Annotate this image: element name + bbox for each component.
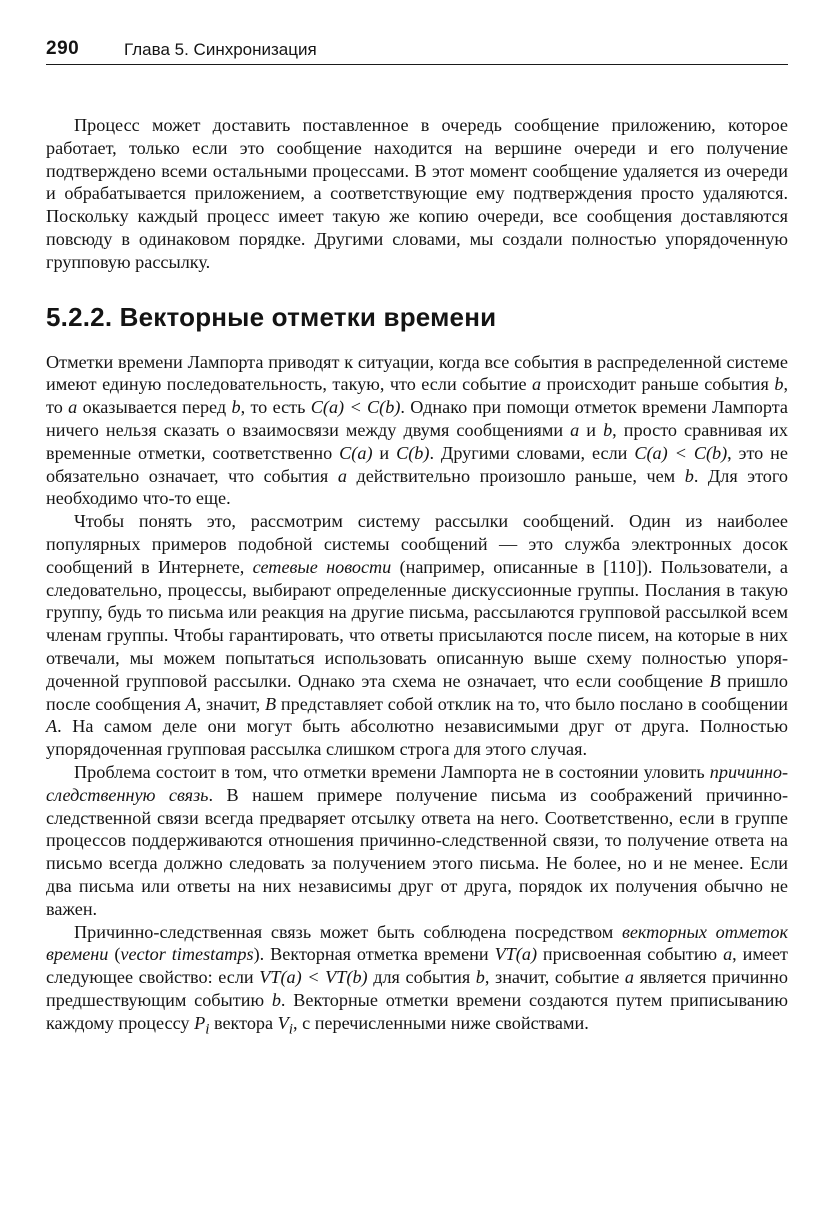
text-run: . Другими словами, если [429, 442, 635, 463]
italic-term: причинно-следственную связь [46, 761, 788, 805]
text-run: представляет собой отклик на то, что было послано в сообщении [276, 693, 788, 714]
page-number: 290 [46, 38, 80, 59]
text-run: является причинно предшествующим событию [46, 967, 788, 1010]
math-var: B [709, 670, 721, 691]
italic-term: vector timestamps [120, 944, 254, 965]
intro-paragraph: Процесс может доставить поставленное в очередь сообщение приложению, которое работает, только если это сообщение находится на вершине очереди и его получение подтверждено всеми остальными процессами. В этот момент сообщение удаляется из очереди и обрабатывается приложением, а соответствующие ему подтверждения просто удаляются. Поскольку каждый процесс имеет такую же копию очереди, все сообщения доставляются повсюду в одинаковом порядке. Другими словами, мы создали полностью упорядоченную групповую рассылку. [46, 115, 788, 272]
text-run: . В нашем примере получение письма из соображений причинно-следственной связи всегда предваряет отсылку ответа на него. Соответственно, если в группе процессов поддерживаются отношения причинно-следственной связи, то получение ответа на письмо всегда должно следовать за получением этого письма. Не более, но и не менее. Если два письма или ответы на них независимы друг от друга, порядок их получения обычно не важен. [46, 784, 789, 919]
math-expr: C(a) < C(b) [634, 442, 728, 463]
math-var: A [185, 693, 197, 714]
text-run: пришло после сообщения [46, 670, 788, 714]
italic-term: сетевые новости [252, 556, 392, 577]
paragraph-vector-timestamps [46, 921, 788, 1042]
math-var: a [337, 465, 347, 486]
text-run: . Векторные отметки времени создаются путем приписыванию каждому процессу [46, 989, 788, 1033]
math-var: b [271, 989, 281, 1010]
text-run: вектора [209, 1012, 278, 1033]
math-var: a [68, 397, 78, 418]
text-run: , то [46, 374, 788, 418]
text-run: происходит раньше события [541, 374, 775, 395]
text-run: ). Векторная отметка времени [253, 944, 495, 965]
math-expr: C(a) [339, 442, 373, 463]
math-var: P [194, 1012, 206, 1033]
paragraph-message-system [46, 510, 788, 761]
math-var: B [265, 693, 277, 714]
math-var: b [231, 397, 241, 418]
text-run: ( [108, 944, 121, 965]
math-expr: C(a) < C(b) [310, 397, 401, 418]
math-var: b [774, 374, 784, 395]
math-expr: C(b) [396, 442, 430, 463]
math-var: b [603, 419, 613, 440]
text-run: и [579, 419, 604, 440]
text-run: , то есть [240, 397, 311, 418]
math-expr: VT(a) < VT(b) [259, 967, 368, 988]
text-run: . На самом деле они могут быть абсолютно независимыми друг от друга. Полностью упорядоченная групповая рассылка слишком строга для этого случая. [46, 716, 788, 760]
italic-term: векторных отметок времени [46, 921, 789, 965]
text-run: Отметки времени Лампорта приводят к ситуации, когда все события в распределенной системе имеют единую последовательность, такую, что если событие [46, 351, 788, 395]
body-text [46, 114, 788, 1041]
math-var: a [570, 419, 580, 440]
text-run: Причинно-следственная связь может быть соблюдена посредством [74, 921, 622, 942]
text-run: , просто сравнивая их временные отметки, соответственно [46, 419, 789, 463]
math-var: V [277, 1012, 289, 1033]
section-heading: 5.2.2. Векторные отметки времени [46, 301, 497, 332]
math-var: b [684, 465, 694, 486]
text-run: (например, описанные в [110]). Пользователи, а следовательно, процессы, выбирают определенные дискуссионные группы. Послания в такую группу, будь то письма или реакция на другие письма, рассылаются групповой рассылкой всем членам группы. Чтобы гарантировать, что ответы присылаются после писем, на которые в них отвечали, мы можем попытаться использовать описанную выше схему полностью упорядоченной групповой рассылки. Однако эта схема не означает, что если сообщение [46, 556, 788, 691]
text-run: , значит, [196, 693, 266, 714]
running-header [46, 36, 788, 65]
math-expr: VT(a) [494, 944, 537, 965]
text-run: оказывается перед [77, 397, 232, 418]
text-run: , значит, событие [484, 967, 625, 988]
text-run: , с перечисленными ниже свойствами. [292, 1012, 589, 1033]
paragraph-lamport-timestamps [46, 351, 788, 511]
text-run: , имеет следующее свойство: если [46, 944, 788, 988]
text-run: присвоенная событию [537, 944, 724, 965]
text-run: и [372, 442, 397, 463]
paragraph-causality-problem [46, 761, 788, 921]
text-run: действительно произошло раньше, чем [346, 465, 685, 486]
text-run: для события [367, 967, 476, 988]
math-var: a [624, 967, 634, 988]
chapter-title: Глава 5. Синхронизация [124, 40, 317, 59]
text-run: . Для этого необходимо что-то еще. [46, 465, 788, 509]
math-var: a [723, 944, 733, 965]
math-var: a [532, 374, 542, 395]
text-run: , это не обязательно означает, что события [46, 442, 788, 486]
text-run: Проблема состоит в том, что отметки времени Лампорта не в состоянии уловить [74, 761, 710, 782]
subscript-index: i [205, 1020, 210, 1038]
math-var: b [475, 967, 485, 988]
text-run: Чтобы понять это, рассмотрим систему рассылки сообщений. Один из наиболее популярных примеров подобной системы сообщений — это служба электронных досок сообщений в Интернете, [46, 511, 788, 577]
text-run: . Однако при помощи отметок времени Лампорта ничего нельзя сказать о взаимосвязи между двумя сообщениями [46, 397, 788, 440]
math-var: A [46, 716, 58, 737]
subscript-index: i [288, 1020, 293, 1038]
